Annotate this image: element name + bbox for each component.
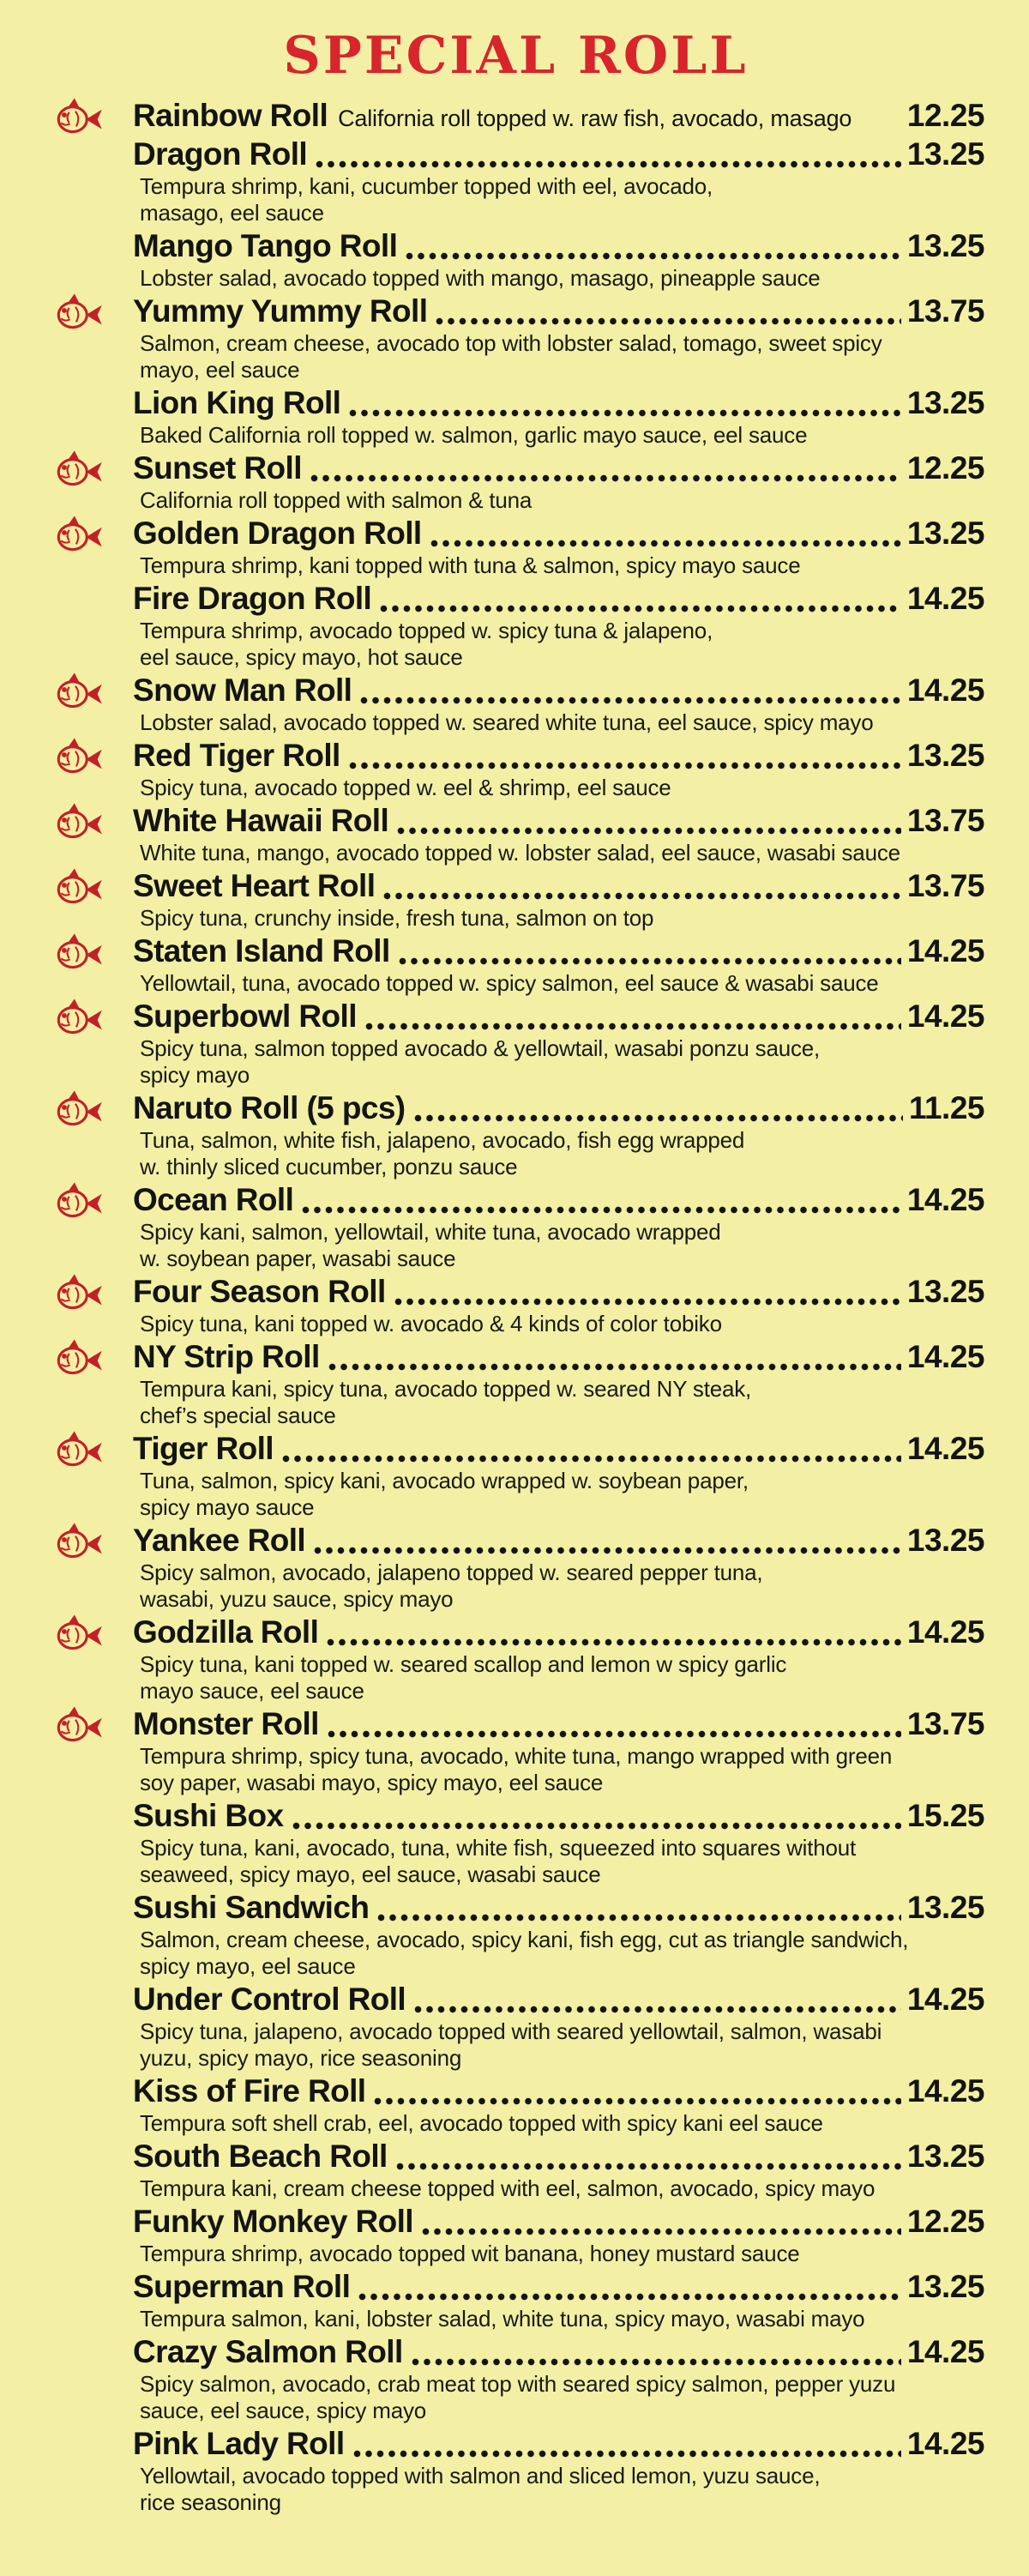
item-description-line: Tempura shrimp, spicy tuna, avocado, white tuna, mango wrapped with green <box>140 1743 893 1769</box>
item-price: 14.25 <box>906 673 984 708</box>
item-name: Naruto Roll (5 pcs) <box>133 1090 406 1125</box>
item-description-line: seaweed, spicy mayo, eel sauce, wasabi sauce <box>140 1861 601 1887</box>
item-description <box>140 1835 984 1888</box>
item-name: Ocean Roll <box>133 1182 294 1217</box>
item-description-line: sauce, eel sauce, spicy mayo <box>140 2398 427 2423</box>
menu-item <box>133 581 984 671</box>
menu-item <box>133 2269 984 2332</box>
item-row <box>133 1523 984 1559</box>
dotted-leader <box>414 2006 901 2013</box>
item-name: Yummy Yummy Roll <box>133 293 428 329</box>
item-description-line: Spicy tuna, kani, avocado, tuna, white fish, squeezed into squares without <box>140 1835 857 1861</box>
menu-item <box>133 2073 984 2137</box>
dotted-leader <box>430 540 901 547</box>
menu-item <box>133 868 984 932</box>
item-description-line: Spicy kani, salmon, yellowtail, white tuna, avocado wrapped <box>140 1219 721 1245</box>
item-name: Tiger Roll <box>133 1431 274 1466</box>
item-name: South Beach Roll <box>133 2139 388 2174</box>
item-description-line: Yellowtail, avocado topped with salmon and sliced lemon, yuzu sauce, <box>140 2463 821 2489</box>
item-row <box>133 516 984 552</box>
item-price: 14.25 <box>906 2334 984 2369</box>
item-row <box>133 2204 984 2241</box>
item-description <box>140 422 984 449</box>
menu-item <box>133 1890 984 1980</box>
dotted-leader <box>396 2163 901 2170</box>
item-description-line: Tempura shrimp, kani topped with tuna & salmon, spicy mayo sauce <box>140 552 801 578</box>
item-description <box>140 1035 984 1089</box>
special-roll-menu <box>0 26 1029 2516</box>
dotted-leader <box>349 762 901 769</box>
item-description <box>140 2175 984 2202</box>
item-description-line: wasabi, yuzu sauce, spicy mayo <box>140 1586 454 1612</box>
menu-items <box>133 98 984 2516</box>
dotted-leader <box>412 2358 901 2366</box>
menu-item <box>133 2426 984 2516</box>
item-description <box>140 552 984 579</box>
item-description-line: Tuna, salmon, white fish, jalapeno, avocado, fish egg wrapped <box>140 1127 745 1153</box>
item-description <box>140 173 984 226</box>
item-description <box>140 1311 984 1337</box>
spicy-fish-icon <box>51 734 106 777</box>
item-row <box>133 581 984 618</box>
dotted-leader <box>377 1914 901 1921</box>
item-price: 14.25 <box>906 1431 984 1466</box>
spicy-fish-icon <box>51 1336 106 1378</box>
item-description <box>140 618 984 671</box>
item-name: Dragon Roll <box>133 136 308 172</box>
spicy-fish-icon <box>51 1179 106 1222</box>
menu-item <box>133 1339 984 1429</box>
item-row <box>133 1090 984 1127</box>
item-description <box>140 1651 984 1704</box>
item-row <box>133 98 984 135</box>
item-name: Yankee Roll <box>133 1523 306 1558</box>
item-price: 13.75 <box>906 293 984 329</box>
spicy-fish-icon <box>51 995 106 1038</box>
item-name: Snow Man Roll <box>133 673 352 708</box>
dotted-leader <box>374 2097 900 2105</box>
dotted-leader <box>394 1298 901 1306</box>
menu-item <box>133 803 984 866</box>
item-price: 13.25 <box>906 2269 984 2304</box>
item-row <box>133 1339 984 1376</box>
item-price: 14.25 <box>906 2426 984 2461</box>
item-name: Monster Roll <box>133 1706 319 1741</box>
item-name: NY Strip Roll <box>133 1339 320 1374</box>
item-price: 15.25 <box>906 1798 984 1833</box>
dotted-leader <box>399 957 901 965</box>
item-description-line: Lobster salad, avocado topped with mango, masago, pineapple sauce <box>140 265 821 291</box>
item-price: 13.25 <box>906 1274 984 1309</box>
dotted-leader <box>316 160 901 168</box>
item-description-line: Tempura salmon, kani, lobster salad, white tuna, spicy mayo, wasabi mayo <box>140 2306 865 2332</box>
item-description-line: Tempura kani, cream cheese topped with eel, salmon, avocado, spicy mayo <box>140 2175 876 2201</box>
item-description-line: chef’s special sauce <box>140 1403 336 1428</box>
item-description-line: California roll topped with salmon & tuna <box>140 487 533 513</box>
item-price: 14.25 <box>906 1614 984 1650</box>
item-price: 13.25 <box>906 2139 984 2174</box>
menu-item <box>133 136 984 226</box>
dotted-leader <box>328 1730 901 1738</box>
item-row <box>133 293 984 330</box>
spicy-fish-icon <box>51 290 106 333</box>
dotted-leader <box>358 2293 901 2301</box>
item-price: 11.25 <box>908 1090 984 1125</box>
spicy-fish-icon <box>51 1270 106 1313</box>
spicy-fish-icon <box>51 1427 106 1470</box>
item-description <box>140 970 984 997</box>
item-row <box>133 1274 984 1311</box>
item-name: Crazy Salmon Roll <box>133 2334 403 2369</box>
item-price: 13.25 <box>906 516 984 551</box>
item-description-line: yuzu, spicy mayo, rice seasoning <box>140 2045 462 2071</box>
dotted-leader <box>328 1363 901 1371</box>
dotted-leader <box>422 2228 901 2235</box>
item-price: 13.25 <box>906 136 984 172</box>
item-description-line: eel sauce, spicy mayo, hot sauce <box>140 644 463 670</box>
item-description-line: spicy mayo <box>140 1062 250 1088</box>
item-name: Staten Island Roll <box>133 933 390 968</box>
item-description <box>140 2306 984 2332</box>
dotted-leader <box>310 474 901 482</box>
menu-item <box>133 933 984 997</box>
item-description <box>140 2018 984 2072</box>
menu-item <box>133 2334 984 2424</box>
dotted-leader <box>314 1547 901 1554</box>
item-price: 13.25 <box>906 1890 984 1925</box>
item-name: Sushi Box <box>133 1798 284 1833</box>
item-price: 14.25 <box>906 1182 984 1217</box>
spicy-fish-icon <box>51 1611 106 1654</box>
item-row <box>133 738 984 775</box>
dotted-leader <box>365 1023 901 1030</box>
dotted-leader <box>397 827 901 835</box>
item-description-line: Spicy salmon, avocado, jalapeno topped w. seared pepper tuna, <box>140 1559 763 1585</box>
item-description <box>140 709 984 736</box>
item-row <box>133 2334 984 2371</box>
dotted-leader <box>349 409 901 417</box>
item-description <box>140 1927 984 1980</box>
dotted-leader <box>360 697 901 704</box>
item-name: Funky Monkey Roll <box>133 2204 413 2239</box>
item-description <box>140 487 984 514</box>
item-row <box>133 2073 984 2110</box>
menu-item <box>133 450 984 514</box>
item-price: 13.25 <box>906 738 984 773</box>
item-name: Kiss of Fire Roll <box>133 2073 366 2108</box>
menu-item <box>133 1274 984 1337</box>
item-description <box>140 2463 984 2516</box>
item-price: 14.25 <box>906 1339 984 1374</box>
item-name: Sunset Roll <box>133 450 302 486</box>
item-row <box>133 136 984 173</box>
menu-item <box>133 1090 984 1180</box>
item-row <box>133 673 984 709</box>
item-description <box>140 1743 984 1796</box>
item-row <box>133 2269 984 2306</box>
item-description <box>140 2241 984 2267</box>
item-name: Mango Tango Roll <box>133 228 398 263</box>
item-name: Superman Roll <box>133 2269 351 2304</box>
item-description-line: rice seasoning <box>140 2489 281 2515</box>
item-name: Pink Lady Roll <box>133 2426 345 2461</box>
item-description-line: White tuna, mango, avocado topped w. lobster salad, eel sauce, wasabi sauce <box>140 840 900 866</box>
item-description-line: Spicy tuna, crunchy inside, fresh tuna, salmon on top <box>140 905 654 931</box>
item-description <box>140 840 984 866</box>
dotted-leader <box>327 1638 901 1646</box>
item-price: 12.25 <box>906 98 984 133</box>
item-row <box>133 1982 984 2018</box>
item-name: Fire Dragon Roll <box>133 581 372 616</box>
item-description-line: Salmon, cream cheese, avocado top with lobster salad, tomago, sweet spicy <box>140 330 882 356</box>
menu-item <box>133 673 984 736</box>
menu-item <box>133 516 984 579</box>
item-price: 14.25 <box>906 1982 984 2017</box>
item-name: Rainbow Roll <box>133 98 328 133</box>
item-price: 13.25 <box>906 1523 984 1558</box>
item-name: Lion King Roll <box>133 385 341 420</box>
spicy-fish-icon <box>51 447 106 490</box>
item-description-line: Spicy salmon, avocado, crab meat top with seared spicy salmon, pepper yuzu <box>140 2371 896 2397</box>
item-description-line: Tuna, salmon, spicy kani, avocado wrapped w. soybean paper, <box>140 1468 749 1493</box>
item-name: White Hawaii Roll <box>133 803 389 838</box>
item-description-line: Salmon, cream cheese, avocado, spicy kani, fish egg, cut as triangle sandwich, <box>140 1927 909 1952</box>
item-description-line: Baked California roll topped w. salmon, garlic mayo sauce, eel sauce <box>140 422 808 448</box>
menu-item <box>133 228 984 292</box>
item-description <box>140 330 984 383</box>
item-row <box>133 1706 984 1743</box>
item-row <box>133 1890 984 1927</box>
item-price: 14.25 <box>906 998 984 1034</box>
menu-item <box>133 293 984 383</box>
item-description <box>140 1219 984 1272</box>
item-price: 13.75 <box>906 803 984 838</box>
item-description-line: Spicy tuna, kani topped w. seared scallop and lemon w spicy garlic <box>140 1651 787 1677</box>
item-name: Sweet Heart Roll <box>133 868 376 903</box>
item-name: Four Season Roll <box>133 1274 386 1309</box>
item-description-line: w. thinly sliced cucumber, ponzu sauce <box>140 1154 518 1179</box>
item-description-line: Tempura shrimp, avocado topped wit banana, honey mustard sauce <box>140 2241 800 2266</box>
dotted-leader <box>436 317 901 325</box>
dotted-leader <box>282 1455 901 1463</box>
item-price: 12.25 <box>906 2204 984 2239</box>
item-price: 13.75 <box>906 1706 984 1741</box>
item-description-line: Tempura shrimp, avocado topped w. spicy tuna & jalapeno, <box>140 618 713 643</box>
spicy-fish-icon <box>51 512 106 555</box>
item-description-line: spicy mayo sauce <box>140 1494 315 1520</box>
spicy-fish-icon <box>51 865 106 908</box>
item-name: Sushi Sandwich <box>133 1890 370 1925</box>
menu-item <box>133 998 984 1089</box>
item-row <box>133 228 984 265</box>
item-description-line: Lobster salad, avocado topped w. seared white tuna, eel sauce, spicy mayo <box>140 709 874 735</box>
menu-item <box>133 385 984 449</box>
item-description <box>140 2371 984 2424</box>
item-description-line: w. soybean paper, wasabi sauce <box>140 1246 456 1271</box>
item-row <box>133 1431 984 1468</box>
item-price: 12.25 <box>906 450 984 486</box>
menu-item <box>133 1523 984 1613</box>
item-description <box>140 905 984 932</box>
menu-item <box>133 2139 984 2202</box>
menu-item <box>133 1614 984 1704</box>
spicy-fish-icon <box>51 94 106 137</box>
item-row <box>133 1182 984 1219</box>
dotted-leader <box>406 252 901 260</box>
item-name: Under Control Roll <box>133 1982 406 2017</box>
item-row <box>133 803 984 840</box>
item-description-line: Tempura soft shell crab, eel, avocado topped with spicy kani eel sauce <box>140 2110 823 2136</box>
item-description <box>140 1559 984 1613</box>
item-name: Golden Dragon Roll <box>133 516 422 551</box>
item-row <box>133 998 984 1035</box>
item-inline-description: California roll topped w. raw fish, avocado, masago <box>338 106 852 131</box>
menu-item <box>133 1706 984 1796</box>
item-price: 14.25 <box>906 933 984 968</box>
item-row <box>133 1614 984 1651</box>
menu-item <box>133 2204 984 2267</box>
item-row <box>133 450 984 487</box>
item-description-line: spicy mayo, eel sauce <box>140 1953 356 1979</box>
dotted-leader <box>302 1206 901 1214</box>
item-description-line: mayo, eel sauce <box>140 357 300 383</box>
item-description <box>140 1468 984 1521</box>
item-row <box>133 933 984 970</box>
item-price: 14.25 <box>906 2073 984 2108</box>
item-price: 13.25 <box>906 385 984 420</box>
spicy-fish-icon <box>51 669 106 712</box>
menu-item <box>133 98 984 135</box>
item-description-line: soy paper, wasabi mayo, spicy mayo, eel sauce <box>140 1770 604 1795</box>
item-row <box>133 868 984 905</box>
item-price: 14.25 <box>906 581 984 616</box>
menu-item <box>133 1798 984 1888</box>
spicy-fish-icon <box>51 930 106 973</box>
menu-item <box>133 1982 984 2072</box>
item-description <box>140 2110 984 2137</box>
dotted-leader <box>353 2450 901 2458</box>
item-description <box>140 1127 984 1180</box>
item-description <box>140 775 984 801</box>
spicy-fish-icon <box>51 1703 106 1746</box>
item-description-line: mayo sauce, eel sauce <box>140 1678 364 1704</box>
item-name: Godzilla Roll <box>133 1614 319 1650</box>
item-row <box>133 1798 984 1835</box>
item-price: 13.75 <box>906 868 984 903</box>
dotted-leader <box>292 1822 901 1830</box>
item-row <box>133 385 984 422</box>
item-description-line: Spicy tuna, jalapeno, avocado topped with seared yellowtail, salmon, wasabi <box>140 2018 882 2044</box>
spicy-fish-icon <box>51 1519 106 1562</box>
item-name: Superbowl Roll <box>133 998 357 1034</box>
item-description-line: Spicy tuna, salmon topped avocado & yellowtail, wasabi ponzu sauce, <box>140 1035 821 1061</box>
item-description-line: Spicy tuna, avocado topped w. eel & shrimp, eel sauce <box>140 775 671 800</box>
item-description-line: Tempura shrimp, kani, cucumber topped with eel, avocado, <box>140 173 713 199</box>
menu-item <box>133 1182 984 1272</box>
dotted-leader <box>414 1114 903 1122</box>
item-description <box>140 1376 984 1429</box>
dotted-leader <box>383 892 901 900</box>
item-description-line: Tempura kani, spicy tuna, avocado topped w. seared NY steak, <box>140 1376 752 1402</box>
menu-item <box>133 1431 984 1521</box>
spicy-fish-icon <box>51 1087 106 1130</box>
item-name: Red Tiger Roll <box>133 738 340 773</box>
item-price: 13.25 <box>906 228 984 263</box>
page-title: SPECIAL ROLL <box>283 26 749 86</box>
menu-item <box>133 738 984 801</box>
item-description-line: Yellowtail, tuna, avocado topped w. spicy salmon, eel sauce & wasabi sauce <box>140 970 879 996</box>
item-description <box>140 265 984 292</box>
spicy-fish-icon <box>51 799 106 842</box>
item-row <box>133 2426 984 2463</box>
item-description-line: Spicy tuna, kani topped w. avocado & 4 kinds of color tobiko <box>140 1311 722 1336</box>
item-description-line: masago, eel sauce <box>140 200 324 226</box>
item-row <box>133 2139 984 2175</box>
dotted-leader <box>380 605 901 612</box>
